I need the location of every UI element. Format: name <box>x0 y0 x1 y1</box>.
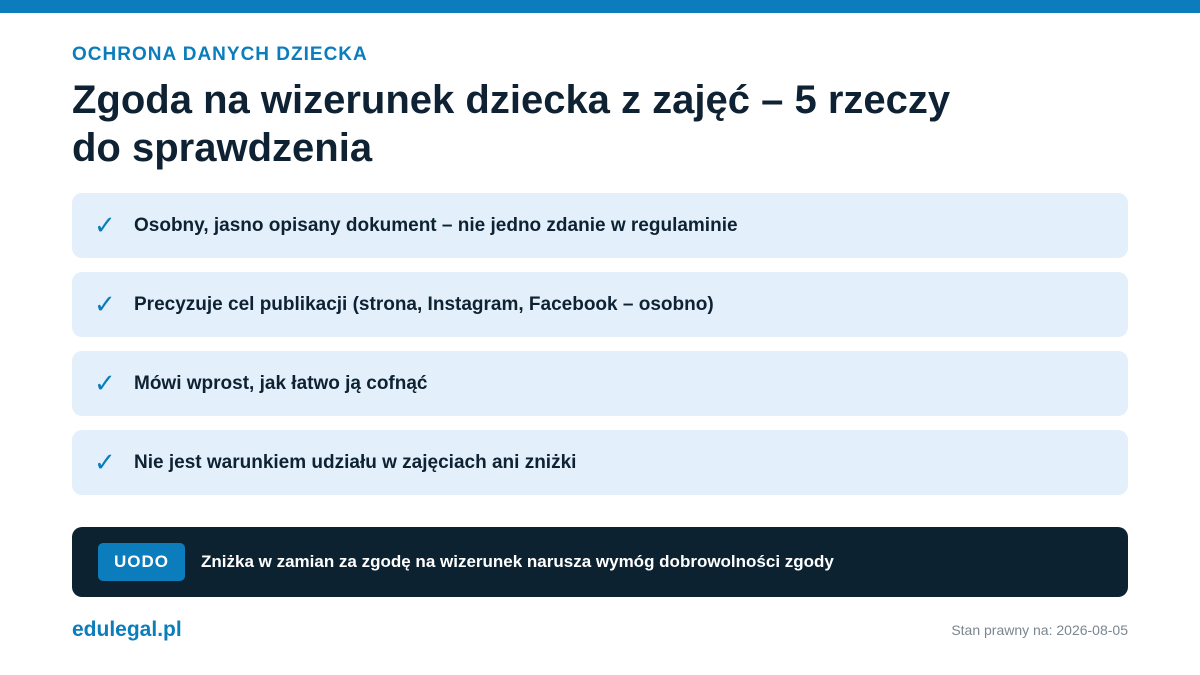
checklist-item <box>72 430 1128 495</box>
checklist-item-text: Mówi wprost, jak łatwo ją cofnąć <box>134 372 428 394</box>
checkmark-icon: ✓ <box>94 447 116 478</box>
uodo-badge: UODO <box>98 543 185 581</box>
checklist <box>72 193 1128 509</box>
checklist-item-text: Precyzuje cel publikacji (strona, Instagram, Facebook – osobno) <box>134 293 714 315</box>
checklist-item <box>72 272 1128 337</box>
checkmark-icon: ✓ <box>94 289 116 320</box>
brand-logo-text: edulegal.pl <box>72 618 182 641</box>
checklist-item-text: Nie jest warunkiem udziału w zajęciach ani zniżki <box>134 451 577 473</box>
warning-banner <box>72 527 1128 597</box>
checklist-item <box>72 351 1128 416</box>
page-title: Zgoda na wizerunek dziecka z zajęć – 5 rzeczy do sprawdzenia <box>72 78 951 170</box>
checklist-item <box>72 193 1128 258</box>
category-label: OCHRONA DANYCH DZIECKA <box>72 44 368 65</box>
top-accent-bar <box>0 0 1200 13</box>
legal-status-date: Stan prawny na: 2026-08-05 <box>951 622 1128 638</box>
checkmark-icon: ✓ <box>94 210 116 241</box>
checkmark-icon: ✓ <box>94 368 116 399</box>
warning-banner-text: Zniżka w zamian za zgodę na wizerunek narusza wymóg dobrowolności zgody <box>201 552 834 571</box>
checklist-item-text: Osobny, jasno opisany dokument – nie jedno zdanie w regulaminie <box>134 214 738 236</box>
